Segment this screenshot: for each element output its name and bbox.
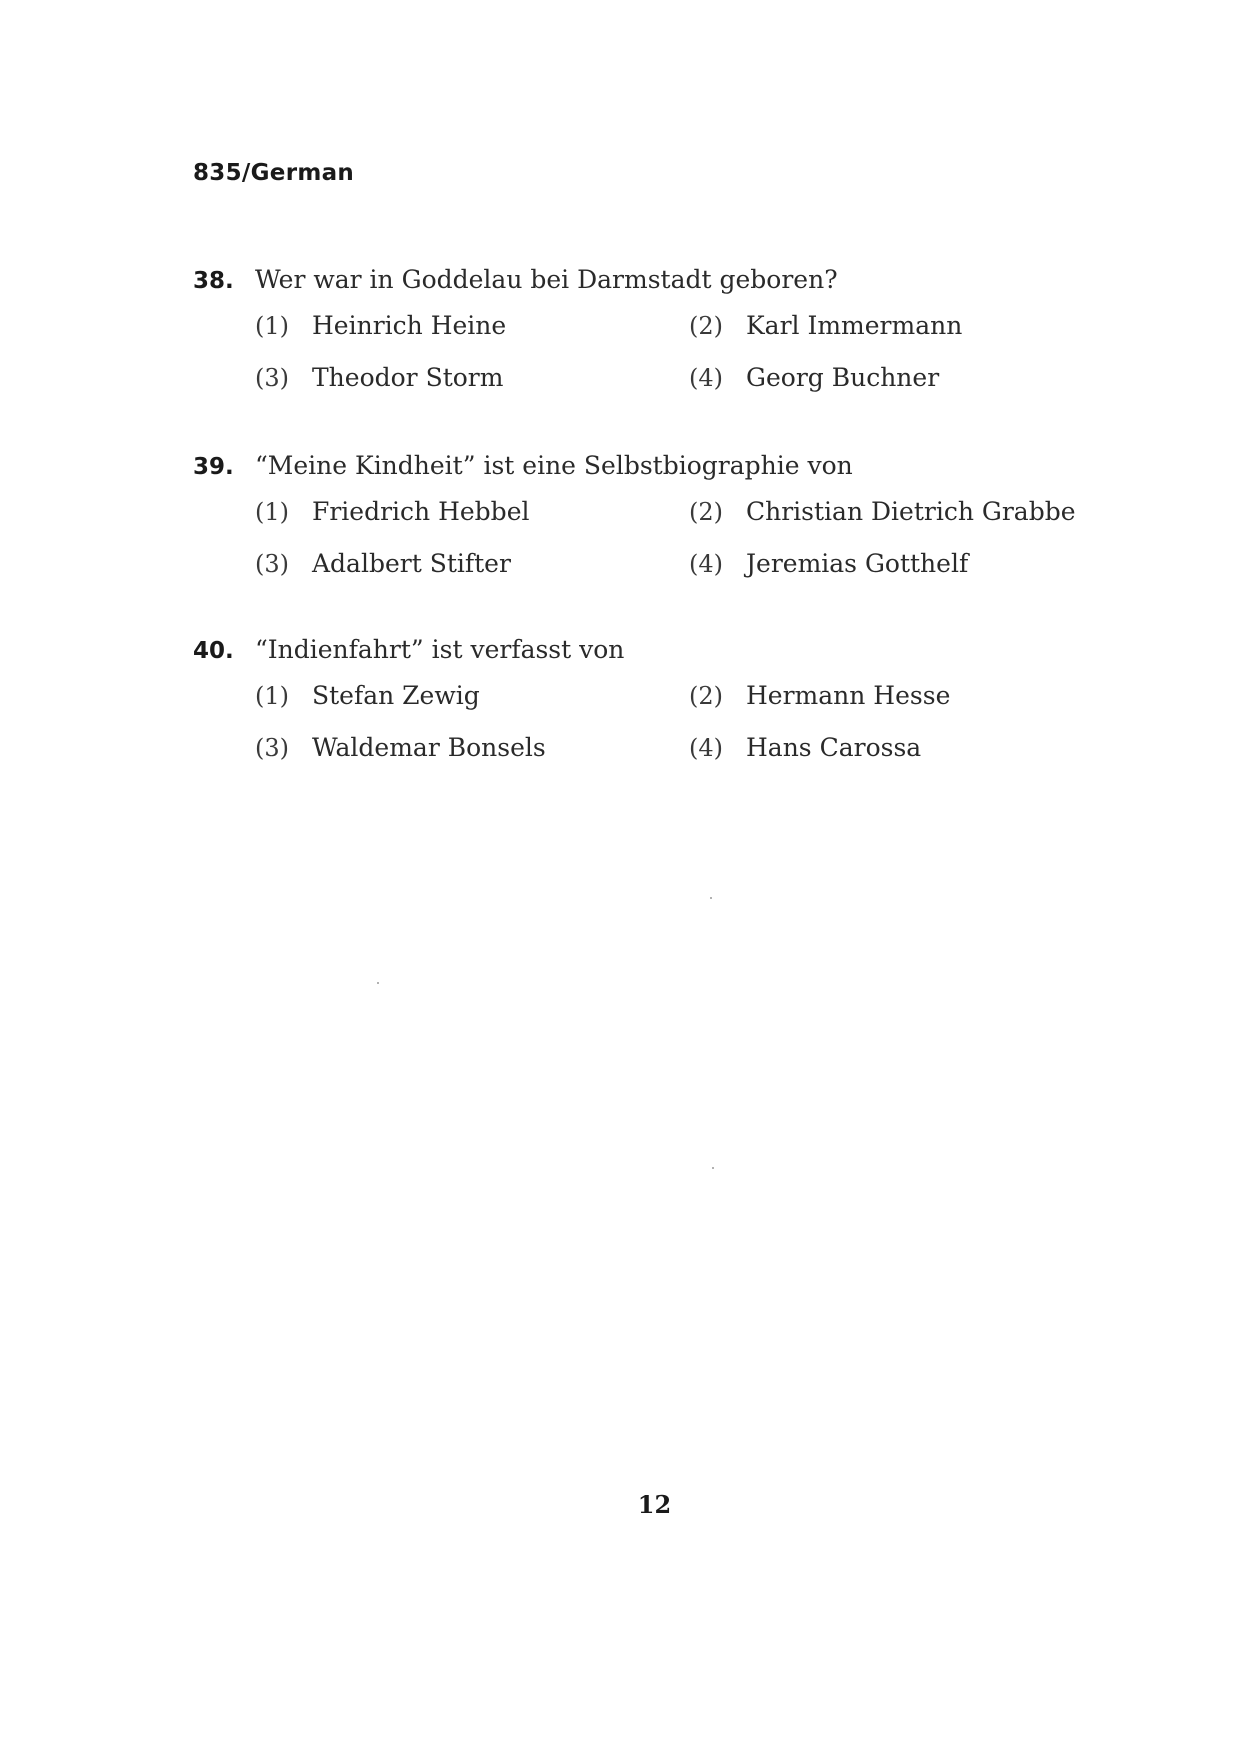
answer-options (255, 311, 1153, 399)
option-text: Waldemar Bonsels (312, 733, 546, 762)
option-text: Hans Carossa (746, 733, 922, 762)
scan-speck (712, 1167, 714, 1169)
option-number: (3) (255, 734, 289, 762)
answer-options (255, 497, 1153, 585)
option-4 (689, 549, 1089, 585)
option-3 (255, 549, 689, 585)
option-1 (255, 681, 689, 717)
option-text: Christian Dietrich Grabbe (746, 497, 1076, 526)
option-number: (4) (689, 550, 723, 578)
page-number: 12 (637, 1490, 672, 1519)
scan-speck (377, 982, 379, 984)
option-1 (255, 497, 689, 533)
option-2 (689, 311, 1089, 347)
option-text: Stefan Zewig (312, 681, 480, 710)
question-38 (193, 265, 1153, 399)
option-text: Georg Buchner (746, 363, 940, 392)
question-stem (193, 451, 1153, 487)
option-number: (2) (689, 312, 723, 340)
option-number: (1) (255, 312, 289, 340)
question-text: “Indienfahrt” ist verfasst von (255, 635, 625, 664)
option-number: (2) (689, 498, 723, 526)
option-text: Jeremias Gotthelf (746, 549, 969, 578)
paper-code-header: 835/German (193, 160, 355, 186)
option-number: (4) (689, 734, 723, 762)
question-39 (193, 451, 1153, 585)
option-number: (1) (255, 682, 289, 710)
question-text: “Meine Kindheit” ist eine Selbstbiographie von (255, 451, 853, 480)
option-3 (255, 733, 689, 769)
option-text: Hermann Hesse (746, 681, 951, 710)
option-text: Theodor Storm (312, 363, 504, 392)
scan-speck (710, 897, 712, 899)
question-number: 40. (193, 638, 234, 664)
option-number: (2) (689, 682, 723, 710)
option-1 (255, 311, 689, 347)
option-number: (3) (255, 550, 289, 578)
option-2 (689, 681, 1089, 717)
question-text: Wer war in Goddelau bei Darmstadt geboren? (255, 265, 838, 294)
question-stem (193, 265, 1153, 301)
option-text: Heinrich Heine (312, 311, 507, 340)
question-stem (193, 635, 1153, 671)
question-number: 39. (193, 454, 234, 480)
option-4 (689, 363, 1089, 399)
question-40 (193, 635, 1153, 769)
option-text: Friedrich Hebbel (312, 497, 530, 526)
option-4 (689, 733, 1089, 769)
answer-options (255, 681, 1153, 769)
option-number: (1) (255, 498, 289, 526)
option-number: (3) (255, 364, 289, 392)
option-2 (689, 497, 1089, 533)
option-text: Adalbert Stifter (312, 549, 511, 578)
option-text: Karl Immermann (746, 311, 963, 340)
option-number: (4) (689, 364, 723, 392)
option-3 (255, 363, 689, 399)
question-number: 38. (193, 268, 234, 294)
